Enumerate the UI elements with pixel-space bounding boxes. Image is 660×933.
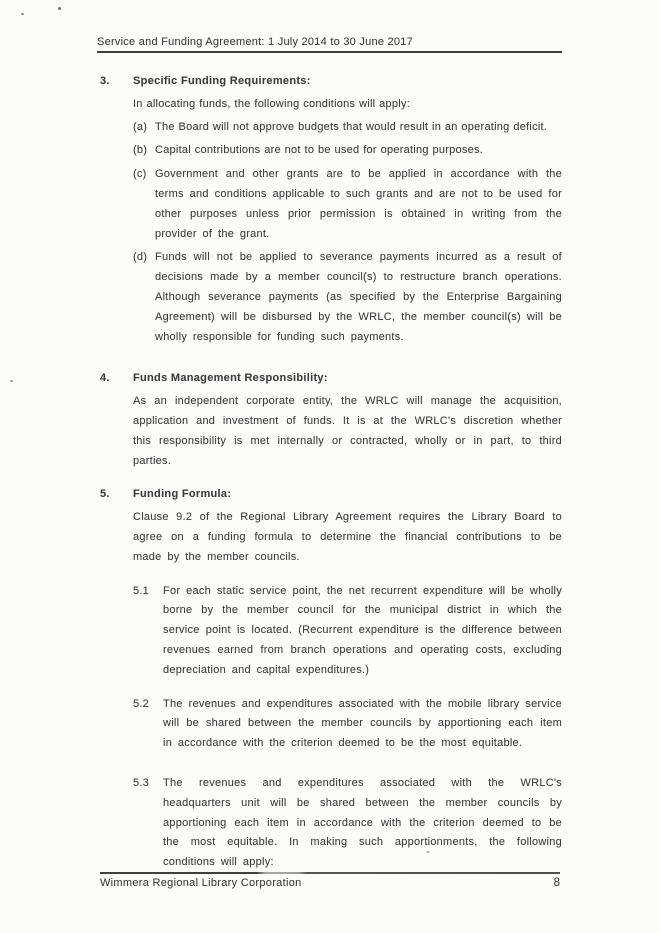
list-item-text: Funds will not be applied to severance payments incurred as a result of decisions made by a member council(s) to restructure branch operations. Although severance payments (as specified by the Enterprise Bargaining Agreement) will be disbursed by the WRLC, the member council(s) will be wholly responsible for funding such payments. [155, 251, 562, 343]
section-title: Specific Funding Requirements: [133, 75, 311, 87]
list-item-text: Capital contributions are not to be used for operating purposes. [155, 144, 484, 157]
section-number: 5. [100, 488, 110, 501]
section-title: Funding Formula: [133, 488, 232, 501]
section-funding-formula [100, 485, 562, 873]
page-header [97, 36, 562, 53]
section-title: Funds Management Responsibility: [133, 372, 328, 385]
subsection [133, 695, 562, 754]
subsection [133, 774, 562, 873]
section-body [133, 95, 562, 348]
section-intro: In allocating funds, the following conditions will apply: [133, 97, 411, 110]
document-body [100, 72, 562, 895]
section-paragraph: As an independent corporate entity, the WRLC will manage the acquisition, application and investment of funds. It is at the WRLC's discretion whether this responsibility is met internally or contracted, wholly or in part, to third parties. [133, 395, 562, 467]
section-heading-row [100, 485, 562, 505]
scan-speck [10, 380, 13, 382]
section-number: 3. [100, 75, 110, 87]
subsection-number: 5.1 [133, 584, 150, 597]
list-item-label: (c) [133, 168, 147, 181]
section-number: 4. [100, 372, 110, 385]
footer-row [100, 877, 560, 889]
footer-page-number: 8 [553, 877, 560, 889]
list-item-text: The Board will not approve budgets that would result in an operating deficit. [155, 120, 548, 133]
footer-rule [100, 872, 560, 874]
page-footer [100, 872, 560, 889]
list-item-label: (d) [133, 251, 148, 264]
subsection-text: The revenues and expenditures associated with the WRLC's headquarters unit will be shared between the member councils by apportioning each item in accordance with the criterion deemed to be the most equitable. In making such apportionments, the following conditions will apply: [163, 776, 562, 869]
section-body [133, 508, 562, 873]
list-item [133, 141, 562, 161]
section-funds-management-responsibility [100, 369, 562, 471]
header-title: Service and Funding Agreement: 1 July 2014 to 30 June 2017 [97, 36, 562, 53]
subsection-text: For each static service point, the net recurrent expenditure will be wholly borne by the member council for the municipal district in which the service point is located. (Recurrent expenditure is the difference between revenues earned from branch operations and operating costs, excluding depreciation and capital expenditures.) [163, 584, 562, 676]
footer-organization: Wimmera Regional Library Corporation [100, 877, 302, 889]
subsection-number: 5.3 [133, 776, 150, 789]
subsection-text: The revenues and expenditures associated with the mobile library service will be shared between the member councils by apportioning each item in accordance with the criterion deemed to be the most equitable. [163, 697, 562, 750]
list-item [133, 165, 562, 244]
subsection-number: 5.2 [133, 697, 150, 710]
section-paragraph: Clause 9.2 of the Regional Library Agreement requires the Library Board to agree on a funding formula to determine the financial contributions to be made by the member councils. [133, 511, 562, 563]
scan-speck [21, 13, 24, 15]
scan-speck [58, 7, 61, 10]
section-heading-row [100, 369, 562, 389]
list-item-text: Government and other grants are to be applied in accordance with the terms and conditions applicable to such grants and are not to be used for other purposes unless prior permission is obtained in writing from the provider of the grant. [155, 168, 562, 240]
section-specific-funding-requirements [100, 72, 562, 347]
list-item [133, 248, 562, 347]
section-heading-row [100, 72, 562, 92]
subsection [133, 582, 562, 681]
section-body [133, 392, 562, 471]
list-item [133, 118, 562, 138]
list-item-label: (a) [133, 120, 148, 133]
list-item-label: (b) [133, 144, 148, 157]
